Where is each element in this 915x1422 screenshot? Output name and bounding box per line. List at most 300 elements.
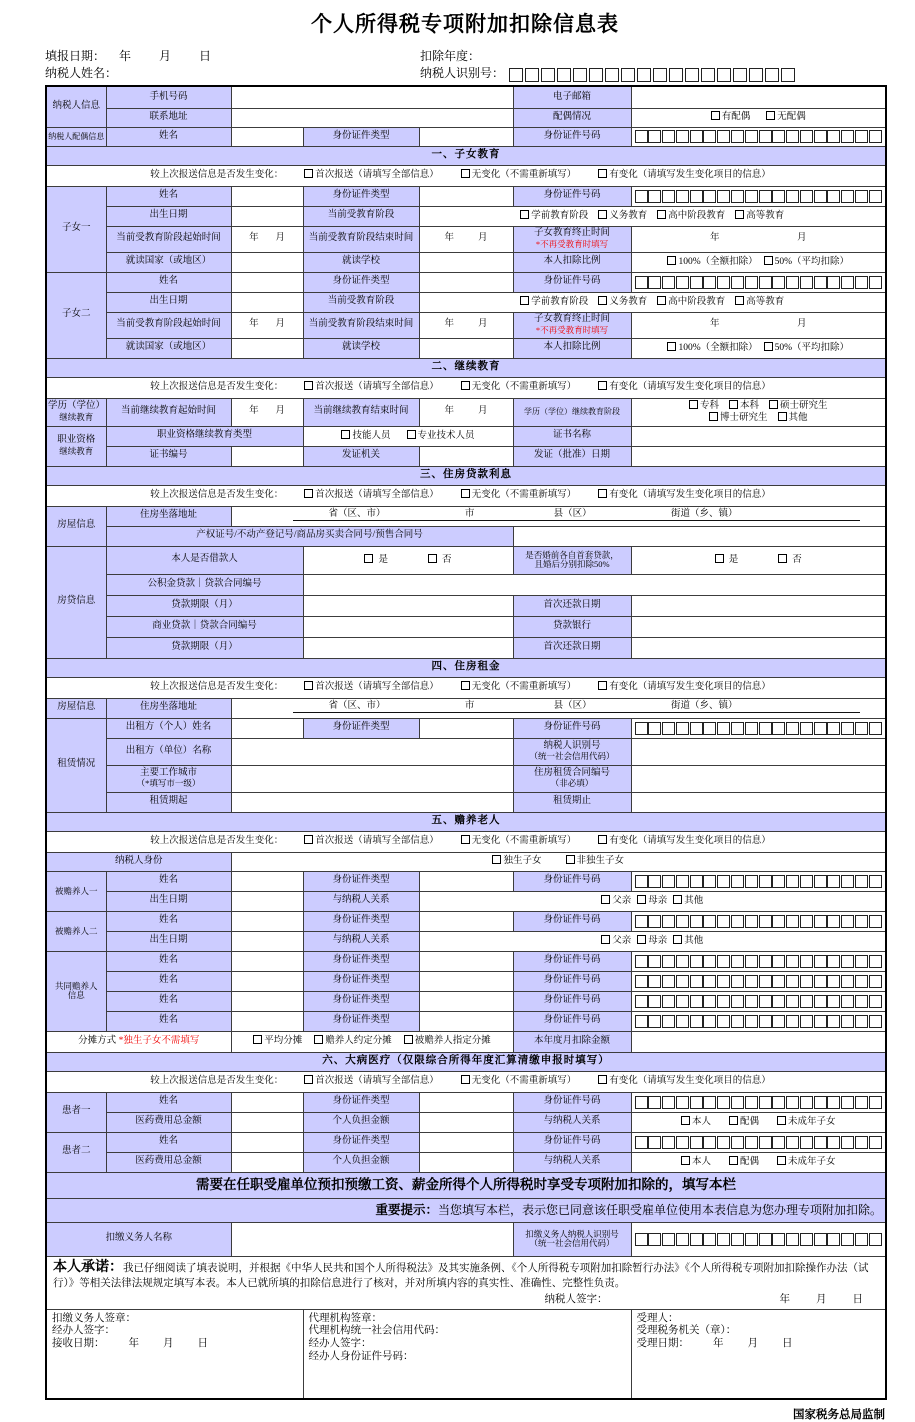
checkbox-option[interactable]: 父亲 <box>601 935 631 947</box>
signature-line[interactable]: 受理税务机关（章）： <box>636 1325 737 1337</box>
digit-box[interactable] <box>765 68 779 82</box>
digit-box[interactable] <box>786 190 799 203</box>
checkbox-option[interactable]: 高中阶段教育 <box>657 210 725 222</box>
digit-box[interactable] <box>635 1015 648 1028</box>
digit-box[interactable] <box>690 875 703 888</box>
input-cell[interactable] <box>303 637 513 658</box>
blank-line[interactable] <box>740 701 861 713</box>
digit-box[interactable] <box>745 975 758 988</box>
address-input-cell[interactable] <box>231 108 513 127</box>
address-input-line[interactable] <box>231 698 886 718</box>
checkbox-option[interactable]: 否 <box>428 554 452 566</box>
input-cell[interactable] <box>419 971 513 991</box>
digit-box[interactable] <box>731 722 744 735</box>
digit-box[interactable] <box>690 975 703 988</box>
input-cell[interactable] <box>231 338 303 358</box>
digit-box[interactable] <box>841 975 854 988</box>
input-cell[interactable] <box>419 1092 513 1112</box>
digit-box[interactable] <box>703 722 716 735</box>
signature-line[interactable]: 接收日期： 年 月 日 <box>52 1337 208 1349</box>
signature-line[interactable]: 代理机构签章： <box>308 1312 382 1324</box>
input-cell[interactable] <box>419 1152 513 1172</box>
digit-box[interactable] <box>759 1015 772 1028</box>
digit-box[interactable] <box>759 1136 772 1149</box>
input-cell[interactable] <box>419 871 513 891</box>
input-cell[interactable] <box>231 718 303 738</box>
blank-line[interactable] <box>293 509 327 521</box>
digit-box[interactable] <box>869 130 882 143</box>
checkbox-option[interactable]: 有变化（请填写发生变化项目的信息） <box>598 169 771 181</box>
checkbox-option[interactable]: 非独生子女 <box>566 855 625 867</box>
digit-box[interactable] <box>869 995 882 1008</box>
checkbox-icon[interactable] <box>657 296 666 305</box>
digit-box[interactable] <box>717 1136 730 1149</box>
digit-box[interactable] <box>703 1136 716 1149</box>
digit-box[interactable] <box>648 1015 661 1028</box>
digit-box[interactable] <box>772 722 785 735</box>
digit-box[interactable] <box>800 190 813 203</box>
blank-line[interactable] <box>594 509 669 521</box>
digit-box[interactable] <box>841 875 854 888</box>
digit-box[interactable] <box>759 995 772 1008</box>
digit-box[interactable] <box>703 955 716 968</box>
checkbox-option[interactable]: 首次报送（请填写全部信息） <box>304 381 439 393</box>
digit-box[interactable] <box>621 68 635 82</box>
digit-box[interactable] <box>703 190 716 203</box>
digit-box[interactable] <box>731 1015 744 1028</box>
digit-box[interactable] <box>841 276 854 289</box>
digit-box[interactable] <box>855 722 868 735</box>
digit-box[interactable] <box>814 1233 827 1246</box>
digit-box[interactable] <box>703 276 716 289</box>
digit-box[interactable] <box>786 975 799 988</box>
digit-box[interactable] <box>827 875 840 888</box>
input-cell[interactable] <box>419 338 513 358</box>
input-cell[interactable] <box>303 574 886 595</box>
digit-box[interactable] <box>827 955 840 968</box>
digit-box[interactable] <box>827 995 840 1008</box>
date-input-cell[interactable] <box>231 226 303 252</box>
checkbox-option[interactable]: 硕士研究生 <box>769 400 828 412</box>
address-underline[interactable] <box>293 509 861 521</box>
input-cell[interactable] <box>419 446 513 466</box>
input-cell[interactable] <box>231 186 303 206</box>
digit-box[interactable] <box>759 1096 772 1109</box>
digit-box[interactable] <box>869 875 882 888</box>
digit-box[interactable] <box>869 1096 882 1109</box>
id-number-boxes[interactable] <box>631 1092 886 1112</box>
input-cell[interactable] <box>231 951 303 971</box>
digit-box[interactable] <box>772 955 785 968</box>
digit-box[interactable] <box>749 68 763 82</box>
input-cell[interactable] <box>231 765 513 792</box>
checkbox-icon[interactable] <box>777 1116 786 1125</box>
input-cell[interactable] <box>231 931 303 951</box>
year-month-blanks[interactable] <box>421 319 512 330</box>
digit-box[interactable] <box>855 130 868 143</box>
checkbox-option[interactable]: 独生子女 <box>492 855 541 867</box>
checkbox-icon[interactable] <box>766 111 775 120</box>
id-number-boxes[interactable] <box>631 127 886 146</box>
blank-line[interactable] <box>594 701 669 713</box>
digit-box[interactable] <box>759 875 772 888</box>
checkbox-option[interactable]: 首次报送（请填写全部信息） <box>304 169 439 181</box>
digit-box[interactable] <box>869 1233 882 1246</box>
input-cell[interactable] <box>303 595 513 616</box>
digit-box[interactable] <box>690 190 703 203</box>
checkbox-option[interactable]: 专科 <box>689 400 719 412</box>
input-cell[interactable] <box>419 718 513 738</box>
id-number-boxes[interactable] <box>631 871 886 891</box>
checkbox-option[interactable]: 无变化（不需重新填写） <box>461 381 577 393</box>
checkbox-option[interactable]: 其他 <box>673 895 703 907</box>
input-cell[interactable] <box>631 426 886 446</box>
digit-box[interactable] <box>690 130 703 143</box>
digit-box[interactable] <box>800 1015 813 1028</box>
checkbox-icon[interactable] <box>407 430 416 439</box>
id-number-boxes[interactable] <box>631 971 886 991</box>
id-number-boxes[interactable] <box>631 911 886 931</box>
checkbox-icon[interactable] <box>764 256 773 265</box>
digit-box[interactable] <box>717 1015 730 1028</box>
digit-box[interactable] <box>814 995 827 1008</box>
digit-box[interactable] <box>827 975 840 988</box>
checkbox-icon[interactable] <box>304 1075 313 1084</box>
digit-box[interactable] <box>827 1233 840 1246</box>
digit-box[interactable] <box>869 1136 882 1149</box>
checkbox-option[interactable]: 无变化（不需重新填写） <box>461 169 577 181</box>
address-underline[interactable] <box>293 701 861 713</box>
digit-box[interactable] <box>869 1015 882 1028</box>
input-cell[interactable] <box>631 792 886 812</box>
checkbox-option[interactable]: 有变化（请填写发生变化项目的信息） <box>598 489 771 501</box>
input-cell[interactable] <box>631 446 886 466</box>
input-cell[interactable] <box>231 891 303 911</box>
id-number-boxes[interactable] <box>631 951 886 971</box>
digit-box[interactable] <box>841 130 854 143</box>
digit-box[interactable] <box>731 915 744 928</box>
id-number-boxes[interactable] <box>633 975 885 988</box>
input-cell[interactable] <box>419 252 513 272</box>
input-cell[interactable] <box>231 127 303 146</box>
checkbox-icon[interactable] <box>304 681 313 690</box>
id-number-boxes[interactable] <box>633 915 885 928</box>
checkbox-icon[interactable] <box>681 1156 690 1165</box>
checkbox-option[interactable]: 平均分摊 <box>253 1035 302 1047</box>
checkbox-option[interactable]: 首次报送（请填写全部信息） <box>304 1075 439 1087</box>
digit-box[interactable] <box>690 995 703 1008</box>
digit-box[interactable] <box>745 1233 758 1246</box>
checkbox-option[interactable]: 义务教育 <box>598 296 647 308</box>
digit-box[interactable] <box>676 955 689 968</box>
digit-box[interactable] <box>717 955 730 968</box>
digit-box[interactable] <box>662 915 675 928</box>
digit-box[interactable] <box>717 975 730 988</box>
id-number-boxes[interactable] <box>633 875 885 888</box>
year-month-blanks[interactable] <box>233 319 302 330</box>
digit-box[interactable] <box>676 875 689 888</box>
digit-box[interactable] <box>855 915 868 928</box>
digit-box[interactable] <box>635 190 648 203</box>
digit-box[interactable] <box>759 975 772 988</box>
date-input-cell[interactable] <box>631 226 886 252</box>
digit-box[interactable] <box>676 276 689 289</box>
checkbox-icon[interactable] <box>637 895 646 904</box>
digit-box[interactable] <box>827 915 840 928</box>
taxpayer-id-boxes[interactable] <box>508 68 796 82</box>
digit-box[interactable] <box>786 130 799 143</box>
digit-box[interactable] <box>648 915 661 928</box>
digit-box[interactable] <box>869 722 882 735</box>
digit-box[interactable] <box>662 276 675 289</box>
digit-box[interactable] <box>869 276 882 289</box>
id-number-boxes[interactable] <box>633 1233 885 1246</box>
digit-box[interactable] <box>635 915 648 928</box>
digit-box[interactable] <box>745 722 758 735</box>
digit-box[interactable] <box>676 1096 689 1109</box>
digit-box[interactable] <box>786 955 799 968</box>
checkbox-icon[interactable] <box>461 169 470 178</box>
digit-box[interactable] <box>745 995 758 1008</box>
input-cell[interactable] <box>419 127 513 146</box>
digit-box[interactable] <box>841 190 854 203</box>
digit-box[interactable] <box>855 1233 868 1246</box>
checkbox-icon[interactable] <box>253 1035 262 1044</box>
checkbox-option[interactable]: 赡养人约定分摊 <box>314 1035 392 1047</box>
digit-box[interactable] <box>648 276 661 289</box>
digit-box[interactable] <box>814 190 827 203</box>
checkbox-option[interactable]: 配偶 <box>729 1116 759 1128</box>
digit-box[interactable] <box>800 875 813 888</box>
signature-line[interactable]: 扣缴义务人签章： <box>52 1312 136 1324</box>
digit-box[interactable] <box>731 276 744 289</box>
digit-box[interactable] <box>786 722 799 735</box>
input-cell[interactable] <box>231 991 303 1011</box>
signature-line[interactable]: 经办人签字： <box>308 1337 372 1349</box>
digit-box[interactable] <box>635 995 648 1008</box>
digit-box[interactable] <box>605 68 619 82</box>
checkbox-option[interactable]: 无变化（不需重新填写） <box>461 835 577 847</box>
digit-box[interactable] <box>786 1015 799 1028</box>
digit-box[interactable] <box>731 955 744 968</box>
blank-line[interactable] <box>388 509 463 521</box>
digit-box[interactable] <box>703 975 716 988</box>
id-number-boxes[interactable] <box>631 1222 886 1256</box>
digit-box[interactable] <box>827 1096 840 1109</box>
digit-box[interactable] <box>827 276 840 289</box>
checkbox-option[interactable]: 100%（全额扣除） <box>667 342 757 354</box>
digit-box[interactable] <box>662 190 675 203</box>
digit-box[interactable] <box>635 1233 648 1246</box>
input-cell[interactable] <box>631 595 886 616</box>
digit-box[interactable] <box>814 915 827 928</box>
digit-box[interactable] <box>731 130 744 143</box>
input-cell[interactable] <box>419 272 513 292</box>
checkbox-icon[interactable] <box>364 554 373 563</box>
checkbox-option[interactable]: 首次报送（请填写全部信息） <box>304 835 439 847</box>
input-cell[interactable] <box>231 1011 303 1031</box>
digit-box[interactable] <box>759 190 772 203</box>
digit-box[interactable] <box>759 130 772 143</box>
checkbox-icon[interactable] <box>598 1075 607 1084</box>
digit-box[interactable] <box>525 68 539 82</box>
digit-box[interactable] <box>745 276 758 289</box>
id-number-boxes[interactable] <box>633 955 885 968</box>
digit-box[interactable] <box>731 1233 744 1246</box>
input-cell[interactable] <box>231 911 303 931</box>
digit-box[interactable] <box>589 68 603 82</box>
checkbox-option[interactable]: 有变化（请填写发生变化项目的信息） <box>598 381 771 393</box>
digit-box[interactable] <box>814 130 827 143</box>
checkbox-icon[interactable] <box>735 210 744 219</box>
digit-box[interactable] <box>733 68 747 82</box>
digit-box[interactable] <box>869 190 882 203</box>
input-cell[interactable] <box>231 272 303 292</box>
digit-box[interactable] <box>648 1233 661 1246</box>
digit-box[interactable] <box>786 276 799 289</box>
checkbox-option[interactable]: 无变化（不需重新填写） <box>461 1075 577 1087</box>
checkbox-icon[interactable] <box>598 835 607 844</box>
date-input-cell[interactable] <box>419 398 513 426</box>
digit-box[interactable] <box>635 1096 648 1109</box>
digit-box[interactable] <box>717 995 730 1008</box>
checkbox-icon[interactable] <box>667 342 676 351</box>
id-number-boxes[interactable] <box>631 272 886 292</box>
input-cell[interactable] <box>631 1031 886 1052</box>
digit-box[interactable] <box>759 276 772 289</box>
digit-box[interactable] <box>759 915 772 928</box>
blank-line[interactable] <box>476 509 551 521</box>
checkbox-icon[interactable] <box>598 381 607 390</box>
digit-box[interactable] <box>841 1096 854 1109</box>
checkbox-option[interactable]: 专业技术人员 <box>407 430 475 442</box>
digit-box[interactable] <box>786 1096 799 1109</box>
checkbox-option[interactable]: 首次报送（请填写全部信息） <box>304 489 439 501</box>
digit-box[interactable] <box>676 1233 689 1246</box>
checkbox-icon[interactable] <box>689 400 698 409</box>
checkbox-icon[interactable] <box>601 935 610 944</box>
digit-box[interactable] <box>869 975 882 988</box>
checkbox-option[interactable]: 无变化（不需重新填写） <box>461 489 577 501</box>
blank-line[interactable] <box>476 701 551 713</box>
digit-box[interactable] <box>648 955 661 968</box>
digit-box[interactable] <box>745 875 758 888</box>
input-cell[interactable] <box>231 1222 513 1256</box>
blank-line[interactable] <box>293 701 327 713</box>
checkbox-icon[interactable] <box>598 296 607 305</box>
digit-box[interactable] <box>869 955 882 968</box>
digit-box[interactable] <box>772 1096 785 1109</box>
digit-box[interactable] <box>841 1015 854 1028</box>
digit-box[interactable] <box>703 875 716 888</box>
digit-box[interactable] <box>648 130 661 143</box>
checkbox-icon[interactable] <box>729 1116 738 1125</box>
input-cell[interactable] <box>231 206 303 226</box>
digit-box[interactable] <box>648 875 661 888</box>
checkbox-icon[interactable] <box>598 681 607 690</box>
input-cell[interactable] <box>231 1132 303 1152</box>
digit-box[interactable] <box>557 68 571 82</box>
checkbox-option[interactable]: 本人 <box>681 1156 711 1168</box>
digit-box[interactable] <box>635 975 648 988</box>
digit-box[interactable] <box>855 975 868 988</box>
digit-box[interactable] <box>676 975 689 988</box>
digit-box[interactable] <box>800 1233 813 1246</box>
checkbox-option[interactable]: 无配偶 <box>766 111 806 123</box>
checkbox-option[interactable]: 有配偶 <box>711 111 751 123</box>
fill-date-blanks[interactable]: 年 月 日 <box>119 49 212 63</box>
digit-box[interactable] <box>745 955 758 968</box>
digit-box[interactable] <box>772 975 785 988</box>
input-cell[interactable] <box>419 991 513 1011</box>
digit-box[interactable] <box>772 276 785 289</box>
digit-box[interactable] <box>772 875 785 888</box>
input-cell[interactable] <box>419 1132 513 1152</box>
checkbox-icon[interactable] <box>681 1116 690 1125</box>
digit-box[interactable] <box>731 1136 744 1149</box>
checkbox-icon[interactable] <box>667 256 676 265</box>
email-input-cell[interactable] <box>631 86 886 108</box>
checkbox-icon[interactable] <box>341 430 350 439</box>
digit-box[interactable] <box>717 68 731 82</box>
date-input-cell[interactable] <box>231 312 303 338</box>
digit-box[interactable] <box>648 1096 661 1109</box>
signature-blank[interactable] <box>634 1293 754 1307</box>
digit-box[interactable] <box>800 276 813 289</box>
checkbox-icon[interactable] <box>461 489 470 498</box>
year-month-blanks[interactable] <box>633 233 885 244</box>
checkbox-option[interactable]: 首次报送（请填写全部信息） <box>304 681 439 693</box>
digit-box[interactable] <box>541 68 555 82</box>
digit-box[interactable] <box>662 875 675 888</box>
digit-box[interactable] <box>745 1096 758 1109</box>
digit-box[interactable] <box>690 955 703 968</box>
checkbox-option[interactable]: 高等教育 <box>735 296 784 308</box>
digit-box[interactable] <box>800 722 813 735</box>
date-input-cell[interactable] <box>631 312 886 338</box>
input-cell[interactable] <box>631 637 886 658</box>
digit-box[interactable] <box>717 1096 730 1109</box>
checkbox-icon[interactable] <box>520 296 529 305</box>
checkbox-icon[interactable] <box>637 935 646 944</box>
digit-box[interactable] <box>701 68 715 82</box>
id-number-boxes[interactable] <box>631 991 886 1011</box>
id-number-boxes[interactable] <box>633 190 885 203</box>
digit-box[interactable] <box>814 875 827 888</box>
digit-box[interactable] <box>703 130 716 143</box>
digit-box[interactable] <box>759 722 772 735</box>
checkbox-icon[interactable] <box>729 400 738 409</box>
input-cell[interactable] <box>231 971 303 991</box>
checkbox-icon[interactable] <box>304 835 313 844</box>
digit-box[interactable] <box>827 130 840 143</box>
digit-box[interactable] <box>745 190 758 203</box>
digit-box[interactable] <box>662 1096 675 1109</box>
digit-box[interactable] <box>745 1136 758 1149</box>
digit-box[interactable] <box>772 915 785 928</box>
checkbox-option[interactable]: 其他 <box>673 935 703 947</box>
checkbox-option[interactable]: 学前教育阶段 <box>520 296 588 308</box>
checkbox-icon[interactable] <box>673 935 682 944</box>
checkbox-option[interactable]: 博士研究生 <box>709 412 768 424</box>
checkbox-option[interactable]: 50%（平均扣除） <box>764 256 849 268</box>
digit-box[interactable] <box>841 955 854 968</box>
digit-box[interactable] <box>662 1015 675 1028</box>
input-cell[interactable] <box>231 792 513 812</box>
checkbox-option[interactable]: 否 <box>778 554 802 566</box>
digit-box[interactable] <box>662 722 675 735</box>
digit-box[interactable] <box>648 1136 661 1149</box>
